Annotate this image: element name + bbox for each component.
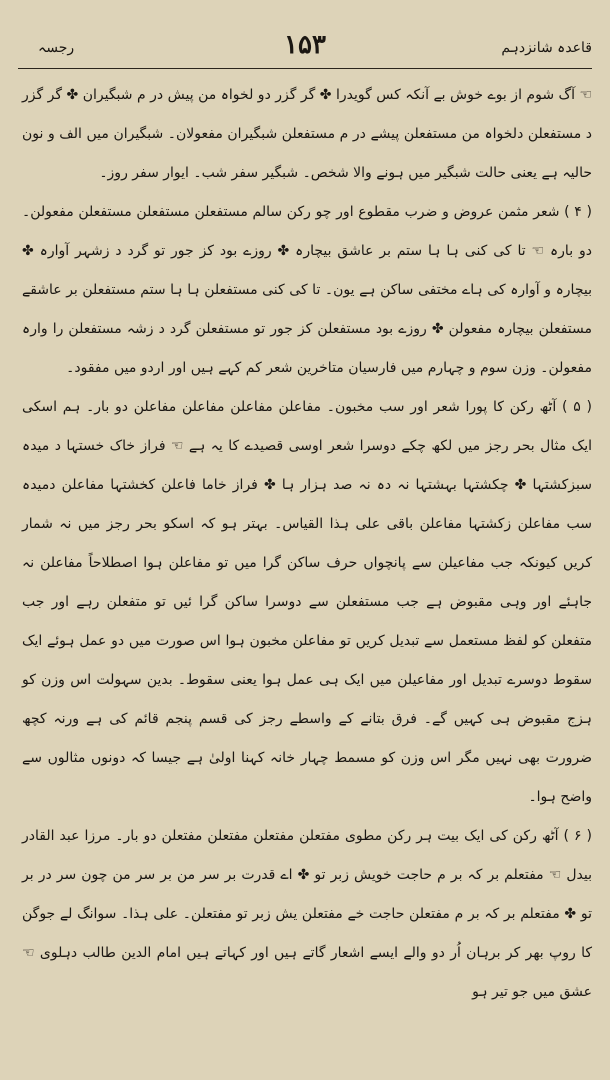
header-divider: [18, 68, 592, 69]
running-head: رجسہ: [38, 40, 75, 56]
paragraph-1: ☜ آگ شوم از بوے خوش بے آنکہ کس گویدرا ✤ گر گزر دو لخواہ من پیش در م شبگیران ✤ گر گزر د مستفعلن دلخواہ من مستفعلن پیشے در م مستفعلن شبگیران مفعولان۔ شبگیران میں الف و نون حالیہ ہے یعنی حالت شبگیر میں ہونے والا شخص۔ شبگیر سفر شب۔ ایوار سفر روز۔: [22, 87, 592, 181]
paragraph-4: ( ۶ ) آٹھ رکن کی ایک بیت ہر رکن مطوی مفتعلن مفتعلن مفتعلن مفتعلن دو بار۔ مرزا عبد القادر بیدل ☜ مفتعلم بر کہ بر م حاجت خویش زبر تو ✤ اے قدرت بر سر من بر سر من چون سر در بر تو ✤ مفتعلم بر کہ بر م مفتعلن حاجت خے مفتعلن یش زبر تو مفتعلن۔ علی ہذا۔ سوانگ لے جوگن کا روپ بھر کر برہان اُر دو والے ایسے اشعار گاتے ہیں اور کہاتے ہیں امام الدین طالب دہلوی ☜ عشق میں جو تیر ہو: [22, 828, 592, 1000]
page-header: [18, 30, 592, 70]
page-number: ۱۵۳: [284, 30, 326, 60]
page-body: [22, 76, 592, 1066]
paragraph-2: ( ۴ ) شعر مثمن عروض و ضرب مقطوع اور چو رکن سالم مستفعلن مستفعلن مستفعلن مفعولن۔ دو بارہ ☜ تا کی کنی ہا ہا ستم بر عاشق بیچارہ ✤ روزے بود کز جور تو گرد د زشہر آوارہ ✤ بیچارہ و آوارہ کی ہاے مختفی ساکن ہے یون۔ تا کی کنی مستفعلن ہا ہا ستم مستفعلن بر عاشقے مستفعلن بیچارہ مفعولن ✤ روزے بود مستفعلن کز جور تو مستفعلن گرد د زشہ مستفعلن را وارہ مفعولن۔ وزن سوم و چہارم میں فارسیان متاخرین شعر کم کہے ہیں اور اردو میں مفقود۔: [22, 204, 592, 376]
section-title: قاعدہ شانزدہم: [501, 40, 592, 56]
paragraph-3: ( ۵ ) آٹھ رکن کا پورا شعر اور سب مخبون۔ مفاعلن مفاعلن مفاعلن مفاعلن دو بار۔ ہم اسکی ایک مثال بحر رجز میں لکھ چکے دوسرا شعر اوسی قصیدے کا یہ ہے ☜ فراز خاک خستہا د میدہ سبزکشتہا ✤ چکشتہا بہشتہا نہ دہ نہ صد ہزار ہا ✤ فراز خاما فاعلن کخشتہا مفاعلن دمیدہ سب مفاعلن زکشتہا مفاعلن باقی علی ہذا القیاس۔ بہتر ہو کہ اسکو بحر رجز میں نہ شمار کریں کیونکہ جب مفاعیلن سے پانچواں حرف ساکن گرا میں تو مفاعلن ہوا اصطلاحاً مفاعلن نہ جاہئے اور وہی مقبوض ہے جب مستفعلن سے دوسرا ساکن گرا ئیں تو متفعلن رہے اور جب متفعلن کو لفظ مستعمل سے تبدیل کریں تو مفاعلن مخبون ہوا اس صورت میں دو عمل ہوئے ایک سقوط دوسرے تبدیل اور مفاعیلن میں ایک ہی عمل ہوا یعنی سقوط۔ بدین سہولت اس وزن کو ہزج مقبوض ہی کہیں گے۔ فرق بتانے کے واسطے رجز کی قسم پنجم قائم کی ہے ورنہ کچھ ضرورت بھی نہیں مگر اس وزن کو مسمط چہار خانہ کہنا اولیٰ ہے جیسا کہ دونوں مثالوں سے واضح ہوا۔: [22, 399, 592, 805]
